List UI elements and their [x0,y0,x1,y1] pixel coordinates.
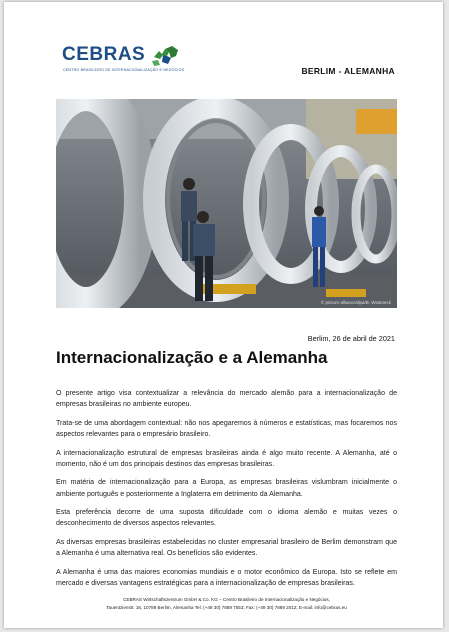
paragraph-3: A internacionalização estrutural de empresas brasileiras ainda é algo muito recente. A Alemanha, até o momento, não é um dos principais destinos das empresas brasileiras. [56,449,397,468]
logo-subtitle: CENTRO BRASILEIRO DE INTERNACIONALIZAÇÃO E NEGÓCIOS [63,68,185,72]
article-body [56,388,397,596]
factory-photo-illustration [56,99,397,308]
logo-name: CEBRAS [62,44,146,65]
paragraph-4: Em matéria de internacionalização para a Europa, as empresas brasileiras vislumbram inicialmente o ambiente português e posteriormente a Inglaterra em detrimento da Alemanha. [56,479,397,498]
paragraph-6: As diversas empresas brasileiras estabelecidas no cluster empresarial brasileiro de Berlim demonstram que a Alemanha é uma alternativa real. Os benefícios são evidentes. [56,538,397,558]
footer-line-1: CEBRAS Wirtschaftszentrum GmbH & Co. KG – Centro Brasileiro de Internacionalização e Negócios, [123,597,330,602]
document-page [4,2,443,628]
article-date: Berlim, 26 de abril de 2021 [307,334,395,343]
page-footer [56,596,397,612]
article-photo [56,99,397,308]
cebras-logo [62,44,185,78]
paragraph-5: Esta preferência decorre de uma suposta dificuldade com o idioma alemão e muitas vezes o desconhecimento de diversos aspectos relevantes. [56,509,397,528]
footer-line-2: Tauentzienstr. 16, 10789 Berlim, Alemanha Tel: (+49 30) 7889 7553; Fax: (+49 30) 7889 2012; E-mail: info@cebras.eu [106,605,347,610]
article-title: Internacionalização e a Alemanha [56,348,328,367]
paragraph-7: A Alemanha é uma das maiores economias mundiais e o motor econômico da Europa. Isto se reflete em mercado e diversas vantagens estratégicas para a internacionalização de empresas brasileiras. [56,568,397,587]
paragraph-1: O presente artigo visa contextualizar a relevância do mercado alemão para a internacionalização de empresas brasileiras no ambiente europeu. [56,390,397,409]
logo-mark-icon [150,43,180,67]
photo-credit: © picture-alliance/dpa/B. Wüstneck [320,300,391,305]
location-label: BERLIM - ALEMANHA [301,66,395,76]
paragraph-2: Trata-se de uma abordagem contextual: não nos apegaremos à números e estatísticas, mas focaremos nos aspectos relevantes para o empresário brasileiro. [56,419,397,439]
